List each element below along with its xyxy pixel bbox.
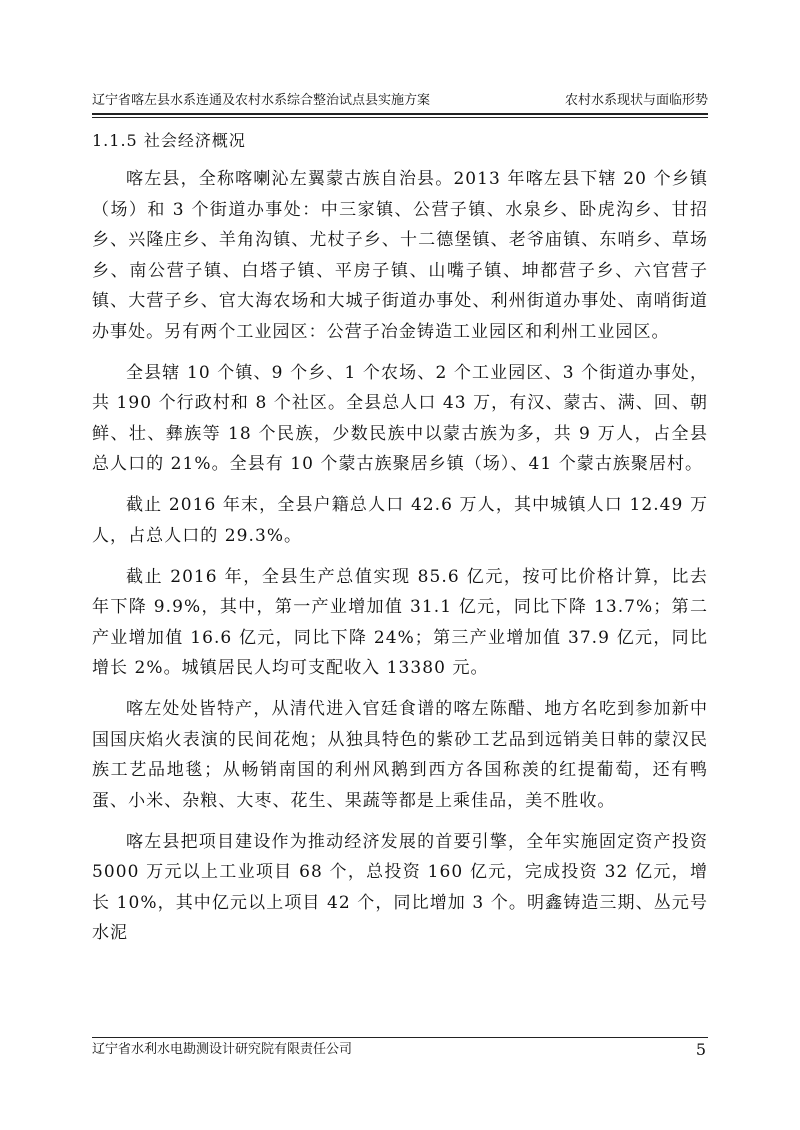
page-number: 5 — [695, 1040, 706, 1059]
section-number: 1.1.5 — [92, 131, 138, 150]
body-text — [92, 164, 708, 959]
header-document-title: 辽宁省喀左县水系连通及农村水系综合整治试点县实施方案 — [92, 93, 431, 108]
footer-divider — [92, 1037, 708, 1038]
paragraph-6: 喀左县把项目建设作为推动经济发展的首要引擎，全年实施固定资产投资 5000 万元以上工业项目 68 个，总投资 160 亿元，完成投资 32 亿元，增长 10%，其中亿元以上项目 42 个，同比增加 3 个。明鑫铸造三期、丛元号水泥 — [92, 831, 708, 943]
header-divider — [92, 117, 708, 118]
paragraph-3: 截止 2016 年末，全县户籍总人口 42.6 万人，其中城镇人口 12.49 万人，占总人口的 29.3%。 — [92, 495, 708, 546]
paragraph-4: 截止 2016 年，全县生产总值实现 85.6 亿元，按可比价格计算，比去年下降 9.9%，其中，第一产业增加值 31.1 亿元，同比下降 13.7%；第二产业增加值 16.6 亿元，同比下降 24%；第三产业增加值 37.9 亿元，同比增长 2%。城镇居民人均可支配收入 13380 元。 — [92, 566, 708, 678]
paragraph-1: 喀左县，全称喀喇沁左翼蒙古族自治县。2013 年喀左县下辖 20 个乡镇（场）和 3 个街道办事处：中三家镇、公营子镇、水泉乡、卧虎沟乡、甘招乡、兴隆庄乡、羊角沟镇、尤杖子乡、十二德堡镇、老爷庙镇、东哨乡、草场乡、南公营子镇、白塔子镇、平房子镇、山嘴子镇、坤都营子乡、六官营子镇、大营子乡、官大海农场和大城子街道办事处、利州街道办事处、南哨街道办事处。另有两个工业园区：公营子冶金铸造工业园区和利州工业园区。 — [92, 169, 708, 342]
section-heading — [92, 130, 246, 152]
section-title-text: 社会经济概况 — [143, 131, 246, 150]
paragraph-2: 全县辖 10 个镇、9 个乡、1 个农场、2 个工业园区、3 个街道办事处，共 190 个行政村和 8 个社区。全县总人口 43 万，有汉、蒙古、满、回、朝鲜、壮、彝族等 18 个民族，少数民族中以蒙古族为多，共 9 万人，占全县总人口的 21%。全县有 10 个蒙古族聚居乡镇（场）、41 个蒙古族聚居村。 — [92, 362, 708, 474]
page-header — [92, 92, 708, 115]
page-footer — [92, 1041, 708, 1059]
paragraph-5: 喀左处处皆特产，从清代进入官廷食谱的喀左陈醋、地方名吃到参加新中国国庆焰火表演的民间花炮；从独具特色的紫砂工艺品到远销美日韩的蒙汉民族工艺品地毯；从畅销南国的利州风鹅到西方各国称羡的红提葡萄，还有鸭蛋、小米、杂粮、大枣、花生、果蔬等都是上乘佳品，美不胜收。 — [92, 699, 708, 811]
header-chapter-title: 农村水系现状与面临形势 — [564, 93, 708, 108]
footer-organization: 辽宁省水利水电勘测设计研究院有限责任公司 — [92, 1042, 353, 1057]
